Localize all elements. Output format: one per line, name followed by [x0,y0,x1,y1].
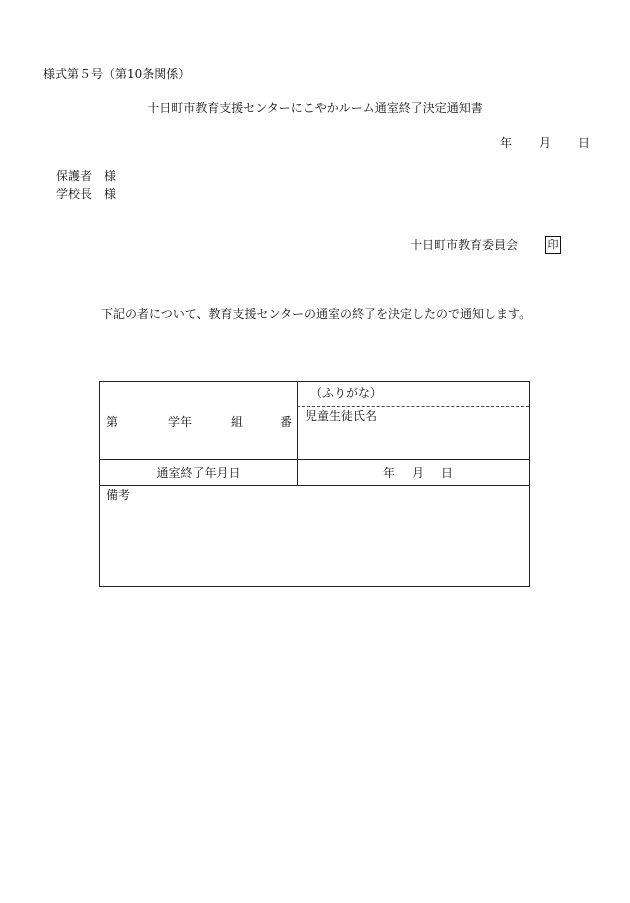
end-date-day: 日 [441,466,454,480]
grade-prefix: 第 [106,415,119,429]
number-label: 番 [280,415,293,429]
issue-date [500,136,590,150]
recipient-principal-name: 学校長 [56,187,93,201]
form-number: 様式第５号（第10条関係） [43,67,191,81]
seal-stamp: 印 [545,236,561,254]
recipient-guardian [56,169,116,183]
recipient-principal [56,187,116,201]
document-title: 十日町市教育支援センターにこやかルーム通室終了決定通知書 [147,101,483,115]
table-divider-furigana [297,406,529,407]
table-divider-vertical [297,382,298,486]
table-divider-row2 [100,485,529,486]
issue-date-month: 月 [539,136,552,150]
end-date-year: 年 [383,466,396,480]
issuer-name: 十日町市教育委員会 [410,238,519,252]
recipient-guardian-honorific: 様 [104,169,117,183]
student-name-field[interactable]: 児童生徒氏名 [305,409,378,423]
furigana-field[interactable]: （ふりがな） [310,386,383,400]
student-info-table [99,381,530,587]
recipient-principal-honorific: 様 [104,187,117,201]
end-date-label: 通室終了年月日 [156,466,241,480]
issue-date-year: 年 [500,136,513,150]
recipient-guardian-name: 保護者 [56,169,93,183]
end-date-month: 月 [412,466,425,480]
end-date-field[interactable] [383,466,453,480]
issue-date-day: 日 [578,136,591,150]
notice-body: 下記の者について、教育支援センターの通室の終了を決定したので通知します。 [101,307,532,321]
table-divider-row1 [100,459,529,460]
class-label: 組 [231,415,244,429]
grade-label: 学年 [168,415,193,429]
remarks-field[interactable]: 備考 [106,488,131,502]
